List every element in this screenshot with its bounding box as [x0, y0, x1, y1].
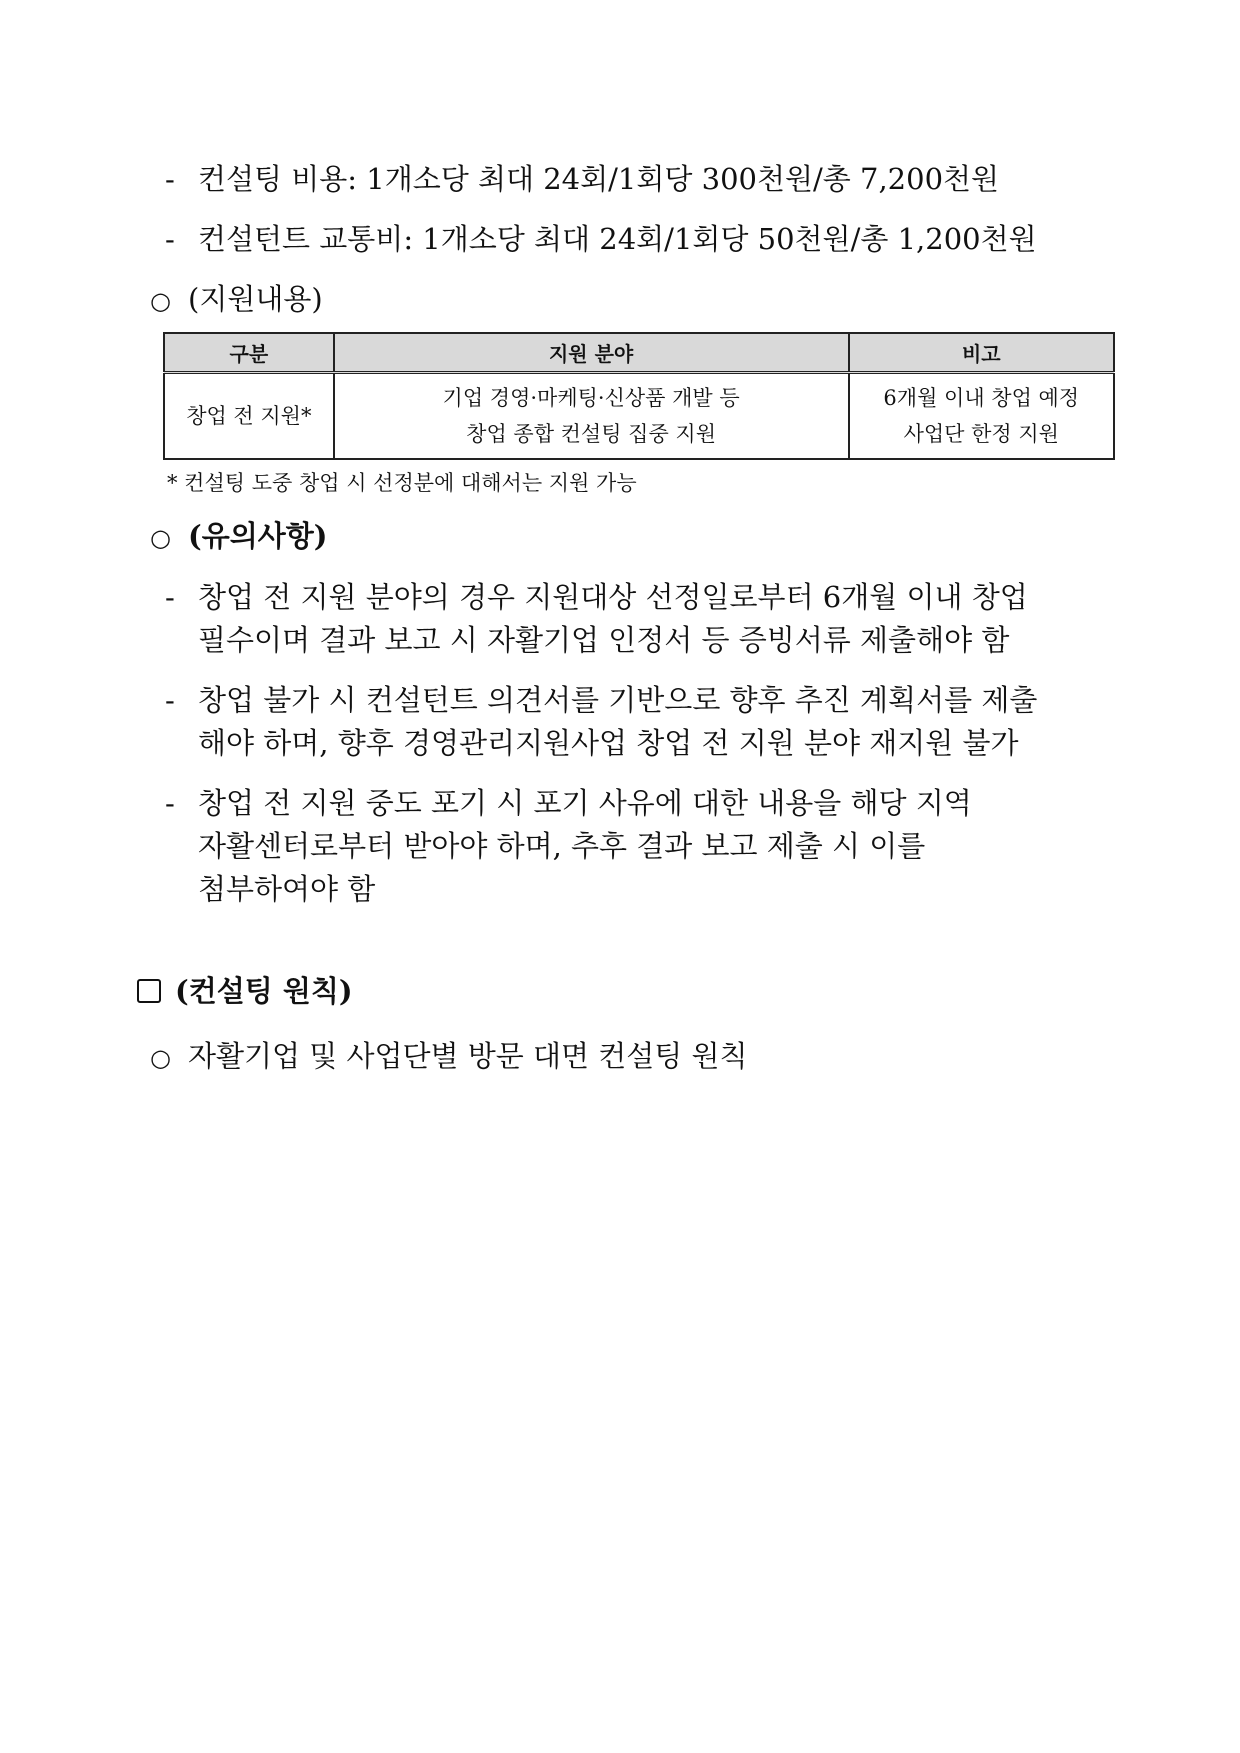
caution-item-1-line1: 창업 전 지원 분야의 경우 지원대상 선정일로부터 6개월 이내 창업 — [198, 580, 1028, 614]
principle-item-1 — [150, 1039, 748, 1073]
dash-bullet: - — [165, 162, 175, 196]
table-cell-category: 창업 전 지원* — [164, 373, 334, 460]
support-table — [163, 332, 1115, 460]
caution-item-3 — [165, 786, 972, 820]
principle-heading-text: (컨설팅 원칙) — [175, 974, 353, 1008]
table-header-row — [164, 333, 1114, 373]
circle-bullet: ○ — [150, 287, 171, 315]
table-footnote: * 컨설팅 도중 창업 시 선정분에 대해서는 지원 가능 — [167, 471, 637, 495]
dash-bullet: - — [165, 786, 175, 820]
budget-transport-cost-text: 컨설턴트 교통비: 1개소당 최대 24회/1회당 50천원/총 1,200천원 — [198, 222, 1037, 256]
caution-item-2-line1: 창업 불가 시 컨설턴트 의견서를 기반으로 향후 추진 계획서를 제출 — [198, 683, 1038, 717]
table-cell-note — [849, 373, 1114, 460]
caution-item-3-line2: 자활센터로부터 받아야 하며, 추후 결과 보고 제출 시 이를 — [198, 829, 926, 863]
table-header-note: 비고 — [849, 333, 1114, 373]
caution-item-3-line1: 창업 전 지원 중도 포기 시 포기 사유에 대한 내용을 해당 지역 — [198, 786, 972, 820]
dash-bullet: - — [165, 580, 175, 614]
cautions-heading — [150, 519, 328, 553]
table-row — [164, 373, 1114, 460]
support-content-heading-text: (지원내용) — [188, 282, 323, 316]
table-cell-note-line2: 사업단 한정 지원 — [903, 422, 1059, 446]
circle-bullet: ○ — [150, 523, 171, 552]
dash-bullet: - — [165, 683, 175, 717]
dash-bullet: - — [165, 222, 175, 256]
principle-heading — [137, 974, 353, 1008]
caution-item-1 — [165, 580, 1028, 614]
table-cell-note-line1: 6개월 이내 창업 예정 — [883, 386, 1080, 410]
square-bullet-icon — [137, 979, 161, 1003]
circle-bullet: ○ — [150, 1044, 171, 1072]
caution-item-3-line3: 첨부하여야 함 — [198, 872, 376, 906]
cautions-heading-text: (유의사항) — [188, 519, 328, 553]
table-cell-field-line2: 창업 종합 컨설팅 집중 지원 — [466, 422, 717, 446]
budget-consulting-cost-text: 컨설팅 비용: 1개소당 최대 24회/1회당 300천원/총 7,200천원 — [198, 162, 1000, 196]
principle-item-1-text: 자활기업 및 사업단별 방문 대면 컨설팅 원칙 — [188, 1039, 748, 1073]
caution-item-2-line2: 해야 하며, 향후 경영관리지원사업 창업 전 지원 분야 재지원 불가 — [198, 726, 1019, 760]
table-header-category: 구분 — [164, 333, 334, 373]
table-cell-field — [334, 373, 849, 460]
support-content-heading — [150, 282, 323, 316]
table-cell-field-line1: 기업 경영·마케팅·신상품 개발 등 — [442, 386, 740, 410]
budget-consulting-cost — [165, 162, 1000, 196]
budget-transport-cost — [165, 222, 1037, 256]
table-header-field: 지원 분야 — [334, 333, 849, 373]
caution-item-1-line2: 필수이며 결과 보고 시 자활기업 인정서 등 증빙서류 제출해야 함 — [198, 623, 1010, 657]
caution-item-2 — [165, 683, 1038, 717]
